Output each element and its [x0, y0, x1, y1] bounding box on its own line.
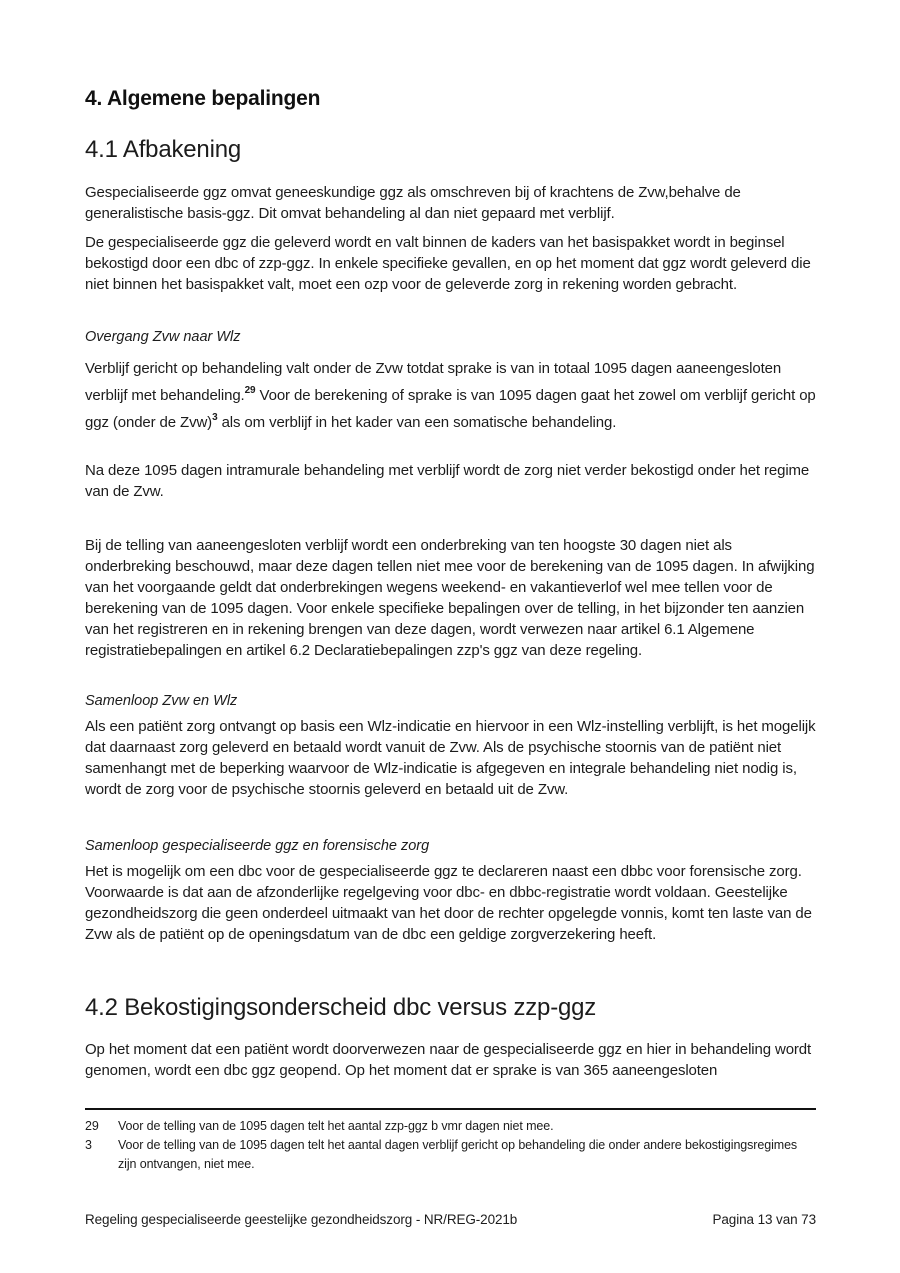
chapter-heading: 4. Algemene bepalingen [85, 87, 321, 110]
footnote-divider [85, 1108, 816, 1110]
subsection-heading-samenloop-zvw-wlz: Samenloop Zvw en Wlz [85, 693, 238, 709]
footnote-item [85, 1136, 816, 1174]
footnote-number: 29 [85, 1119, 99, 1133]
footnote-ref-29: 29 [244, 385, 256, 396]
section-heading-4-1: 4.1 Afbakening [85, 136, 242, 163]
footnote-number: 3 [85, 1138, 92, 1152]
paragraph-afbakening-1: Gespecialiseerde ggz omvat geneeskundige ggz als omschreven bij of krachtens de Zvw,behalve de generalistische basis-ggz. Dit omvat behandeling al dan niet gepaard met verblijf. [85, 184, 741, 222]
page-footer [85, 1211, 816, 1229]
footer-document-title: Regeling gespecialiseerde geestelijke gezondheidszorg - NR/REG-2021b [85, 1212, 518, 1227]
paragraph-overgang-2: Na deze 1095 dagen intramurale behandeling met verblijf wordt de zorg niet verder bekostigd onder het regime van de Zvw. [85, 462, 810, 500]
paragraph-afbakening-2: De gespecialiseerde ggz die geleverd wordt en valt binnen de kaders van het basispakket wordt in beginsel bekostigd door een dbc of zzp-ggz. In enkele specifieke gevallen, en op het moment dat ggz wordt geleverd die niet binnen het basispakket valt, moet een ozp voor de geleverde zorg in rekening worden gebracht. [85, 234, 811, 293]
paragraph-samenloop-wlz: Als een patiënt zorg ontvangt op basis een Wlz-indicatie en hiervoor in een Wlz-instelling verblijft, is het mogelijk dat daarnaast zorg geleverd en betaald wordt vanuit de Zvw. Als de psychische stoornis van de patiënt niet samenhangt met de beperking waarvoor de Wlz-indicatie is afgegeven en integrale behandeling niet nodig is, wordt de zorg voor de psychische stoornis geleverd en betaald uit de Zvw. [85, 718, 816, 798]
paragraph-overgang-1 [85, 355, 816, 436]
paragraph-overgang-3: Bij de telling van aaneengesloten verblijf wordt een onderbreking van ten hoogste 30 dagen niet als onderbreking beschouwd, maar deze dagen tellen niet mee voor de berekening van de 1095 dagen. In afwijking van het voorgaande geldt dat onderbrekingen wegens weekend- en vakantieverlof wel mee tellen voor de berekening van de 1095 dagen. Voor enkele specifieke bepalingen over de telling, in het bijzonder ten aanzien van het registreren en in rekening brengen van deze dagen, wordt verwezen naar artikel 6.1 Algemene registratiebepalingen en artikel 6.2 Declaratiebepalingen zzp's ggz van deze regeling. [85, 537, 815, 659]
footer-page-number: Pagina 13 van 73 [712, 1212, 816, 1227]
footnote-text: Voor de telling van de 1095 dagen telt het aantal zzp-ggz b vmr dagen niet mee. [118, 1119, 554, 1133]
subsection-heading-samenloop-forensisch: Samenloop gespecialiseerde ggz en forensische zorg [85, 838, 430, 854]
paragraph-text: als om verblijf in het kader van een somatische behandeling. [217, 414, 617, 431]
footnotes-block [85, 1117, 816, 1174]
footnote-text: Voor de telling van de 1095 dagen telt het aantal dagen verblijf gericht op behandeling die onder andere bekostigingsregimes zijn ontvangen, niet mee. [118, 1138, 798, 1171]
footnote-ref-3: 3 [212, 412, 218, 423]
paragraph-bekostiging-1: Op het moment dat een patiënt wordt doorverwezen naar de gespecialiseerde ggz en hier in behandeling wordt genomen, wordt een dbc ggz geopend. Op het moment dat er sprake is van 365 aaneengesloten [85, 1041, 812, 1079]
section-heading-4-2: 4.2 Bekostigingsonderscheid dbc versus zzp-ggz [85, 994, 597, 1021]
paragraph-text: Voor de berekening of sprake is van 1095 dagen gaat het zowel om verblijf gericht op ggz (onder de Zvw) [85, 387, 816, 431]
footnote-item [85, 1117, 816, 1136]
subsection-heading-overgang: Overgang Zvw naar Wlz [85, 329, 241, 345]
paragraph-samenloop-forensisch: Het is mogelijk om een dbc voor de gespecialiseerde ggz te declareren naast een dbbc voor forensische zorg. Voorwaarde is dat aan de afzonderlijke regelgeving voor dbc- en dbbc-registratie wordt voldaan. Geestelijke gezondheidszorg die geen onderdeel uitmaakt van het door de rechter opgelegde vonnis, komt ten laste van de Zvw als de patiënt op de openingsdatum van de dbc een geldige zorgverzekering heeft. [85, 863, 812, 943]
page-content [85, 0, 816, 1174]
paragraph-text: Verblijf gericht op behandeling valt onder de Zvw totdat sprake is van in totaal 1095 dagen aaneengesloten verblijf met behandeling. [85, 360, 782, 404]
